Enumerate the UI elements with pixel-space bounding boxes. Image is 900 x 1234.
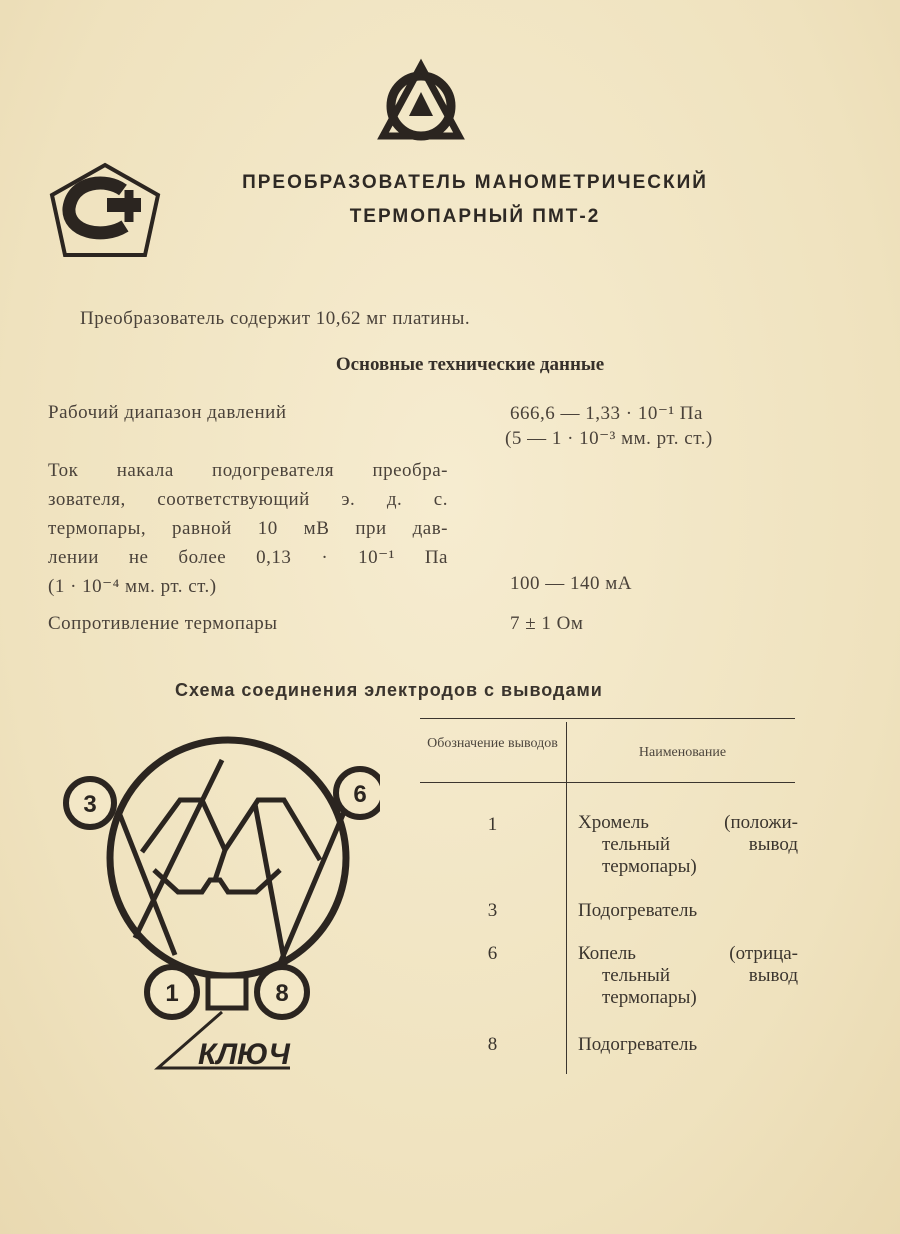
name-line: Копель (отрица- [578, 943, 798, 964]
wire-1 [135, 760, 222, 938]
resistance-label: Сопротивление термопары [48, 613, 278, 634]
table-row-name [578, 812, 798, 878]
heater-current-line: Ток накала подогревателя преобра- [48, 460, 448, 481]
heater-current-line: (1 · 10⁻⁴ мм. рт. ст.) [48, 576, 217, 597]
pressure-range-value-mmhg: (5 — 1 · 10⁻³ мм. рт. ст.) [505, 428, 713, 449]
electrode-upper [142, 800, 320, 860]
wire-8 [255, 804, 285, 965]
schema-heading: Схема соединения электродов с выводами [175, 680, 603, 700]
heater-current-line: зователя, соответствующий э. д. с. [48, 489, 448, 510]
key-square [208, 976, 246, 1008]
pin-table-column-rule [566, 722, 567, 1074]
pin-table-top-rule [420, 718, 795, 719]
document-title-line-2: ТЕРМОПАРНЫЙ ПМТ-2 [349, 206, 601, 227]
name-line: тельный вывод [602, 834, 798, 855]
table-header-name: Наименование [638, 745, 727, 760]
pin-6-label: 6 [353, 781, 367, 808]
pin-table-header-rule [420, 782, 795, 783]
table-row-name: Подогреватель [578, 900, 698, 921]
resistance-value: 7 ± 1 Ом [510, 613, 584, 634]
factory-emblem-icon [375, 58, 467, 148]
socket-outline [110, 740, 346, 976]
heater-current-label [48, 456, 448, 601]
table-row-pin: 3 [487, 900, 498, 921]
table-row-name [578, 943, 798, 1009]
name-line: термопары) [602, 987, 697, 1008]
document-title-line-1: ПРЕОБРАЗОВАТЕЛЬ МАНОМЕТРИЧЕСКИЙ [242, 172, 708, 193]
specs-heading: Основные технические данные [335, 354, 605, 375]
key-label: КЛЮЧ [198, 1038, 290, 1071]
name-line: термопары) [602, 856, 697, 877]
table-row-pin: 6 [487, 943, 498, 964]
heater-current-value: 100 — 140 мА [510, 573, 632, 594]
pin-3-label: 3 [83, 791, 97, 818]
pin-8-label: 8 [275, 980, 289, 1007]
pressure-range-label: Рабочий диапазон давлений [48, 402, 287, 423]
table-header-pin: Обозначение выводов [427, 736, 558, 751]
name-line: Хромель (положи- [578, 812, 798, 833]
table-row-pin: 1 [487, 814, 498, 835]
heater-current-line: термопары, равной 10 мВ при дав- [48, 518, 448, 539]
table-row-name: Подогреватель [578, 1034, 698, 1055]
name-line: тельный вывод [602, 965, 798, 986]
table-row-pin: 8 [487, 1034, 498, 1055]
pin-1-label: 1 [165, 980, 179, 1007]
platinum-note: Преобразователь содержит 10,62 мг платины. [80, 308, 471, 329]
heater-current-line: лении не более 0,13 · 10⁻¹ Па [48, 547, 448, 568]
pressure-range-value-pa: 666,6 — 1,33 · 10⁻¹ Па [510, 403, 703, 424]
electrode-connection-diagram [60, 720, 380, 1090]
quality-mark-icon [45, 160, 165, 260]
